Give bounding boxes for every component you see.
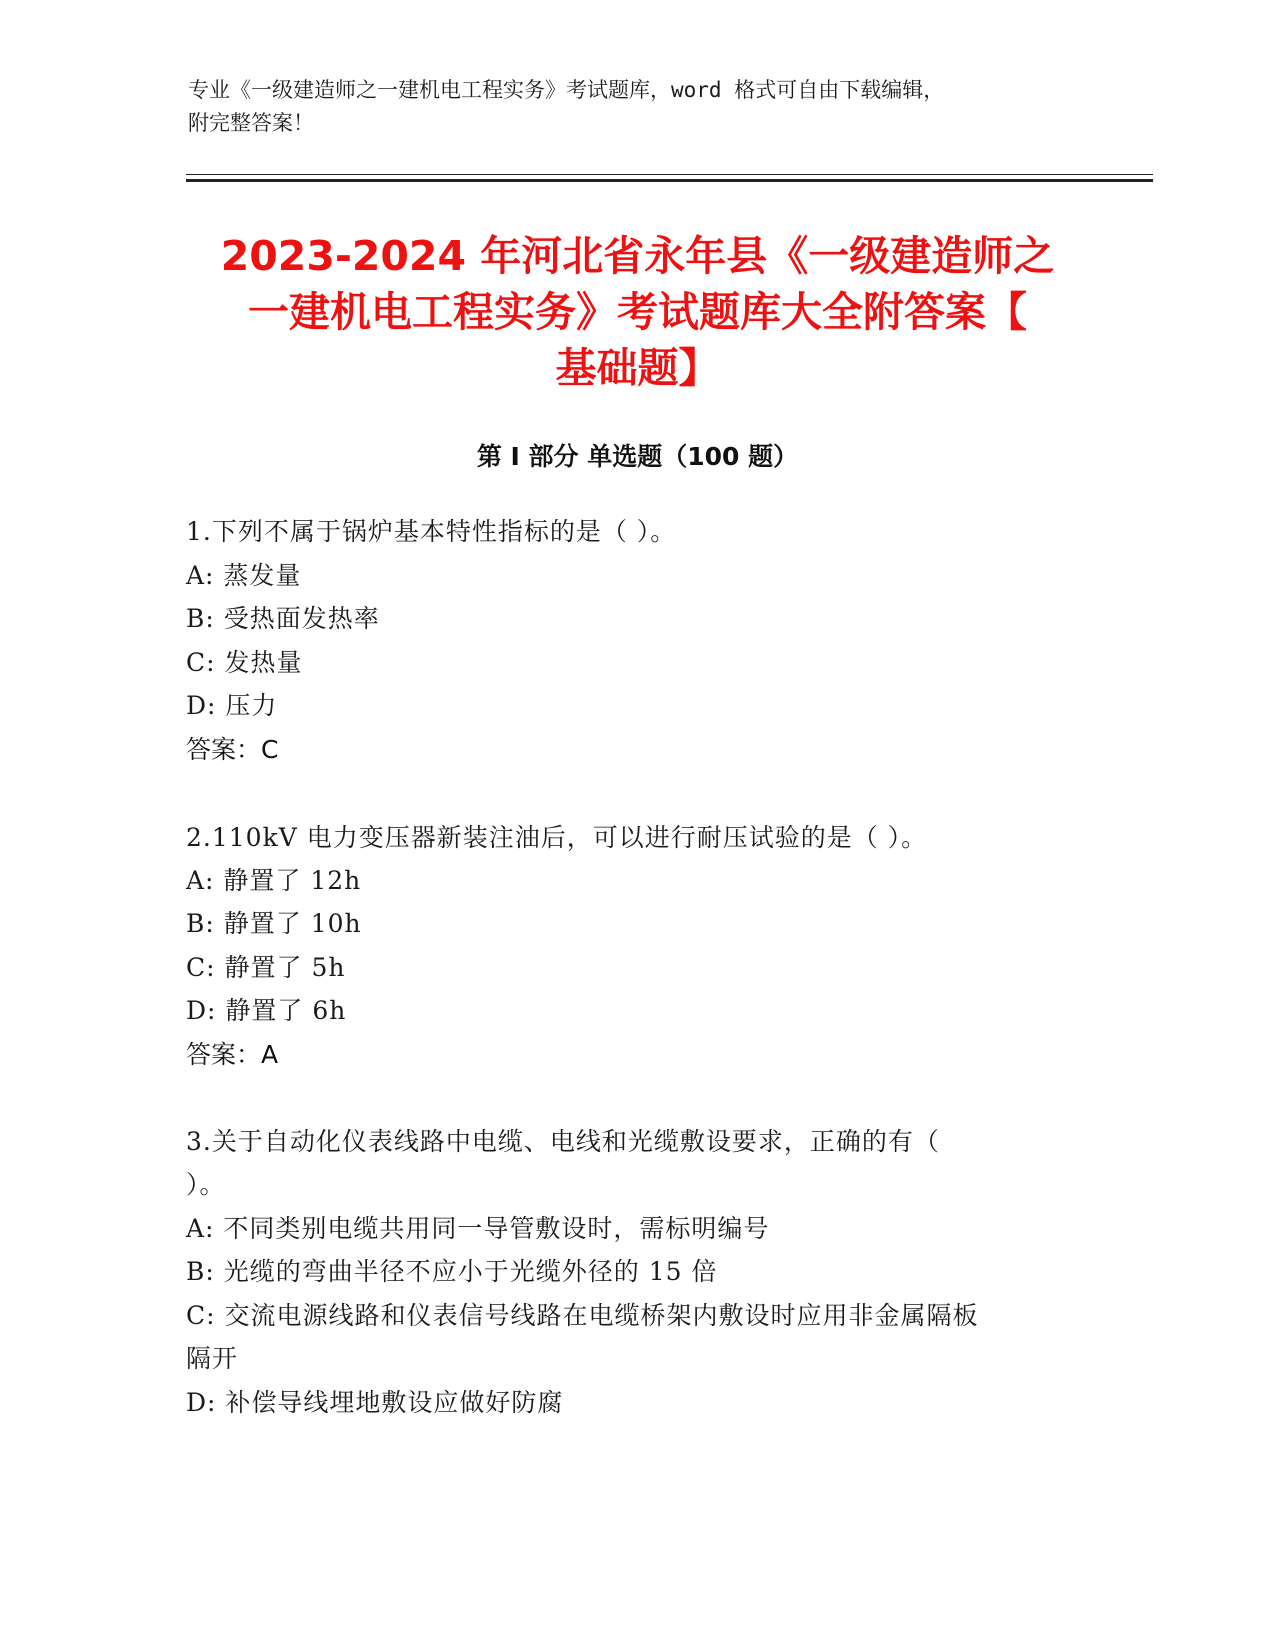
question-option: C: 交流电源线路和仪表信号线路在电缆桥架内敷设时应用非金属隔板 [186,1301,979,1330]
question-answer: 答案：C [186,735,279,764]
question-stem: 2.110kV 电力变压器新装注油后，可以进行耐压试验的是（ ）。 [186,823,928,852]
question-stem: 3.关于自动化仪表线路中电缆、电线和光缆敷设要求，正确的有（ [186,1127,940,1156]
question-option: A: 不同类别电缆共用同一导管敷设时，需标明编号 [186,1214,770,1243]
question-stem: 1.下列不属于锅炉基本特性指标的是（ ）。 [186,517,677,546]
document-title [150,228,1125,396]
title-line: 2023-2024 年河北省永年县《一级建造师之 [220,232,1055,280]
question-option: B: 光缆的弯曲半径不应小于光缆外径的 15 倍 [186,1257,718,1286]
question-stem-continuation: ）。 [186,1170,226,1199]
question-option: B: 受热面发热率 [186,604,380,633]
question-option-continuation: 隔开 [186,1344,239,1373]
header-divider-thin [186,174,1153,175]
section-heading: 第 I 部分 单选题（100 题） [476,442,799,471]
title-line: 基础题】 [555,344,720,392]
question-answer: 答案：A [186,1040,279,1069]
header-note [188,74,1088,140]
title-line: 一建机电工程实务》考试题库大全附答案【 [248,288,1027,336]
question-option: A: 静置了 12h [186,866,362,895]
question-option: C: 静置了 5h [186,953,346,982]
header-note-line: 专业《一级建造师之一建机电工程实务》考试题库，word 格式可自由下载编辑， [188,78,945,102]
question-option: D: 压力 [186,691,278,720]
header-divider-thick [186,179,1153,182]
question-option: A: 蒸发量 [186,561,302,590]
question-option: D: 静置了 6h [186,996,347,1025]
question-option: B: 静置了 10h [186,909,362,938]
question-option: D: 补偿导线埋地敷设应做好防腐 [186,1388,564,1417]
header-note-line: 附完整答案！ [188,111,314,135]
question-option: C: 发热量 [186,648,303,677]
